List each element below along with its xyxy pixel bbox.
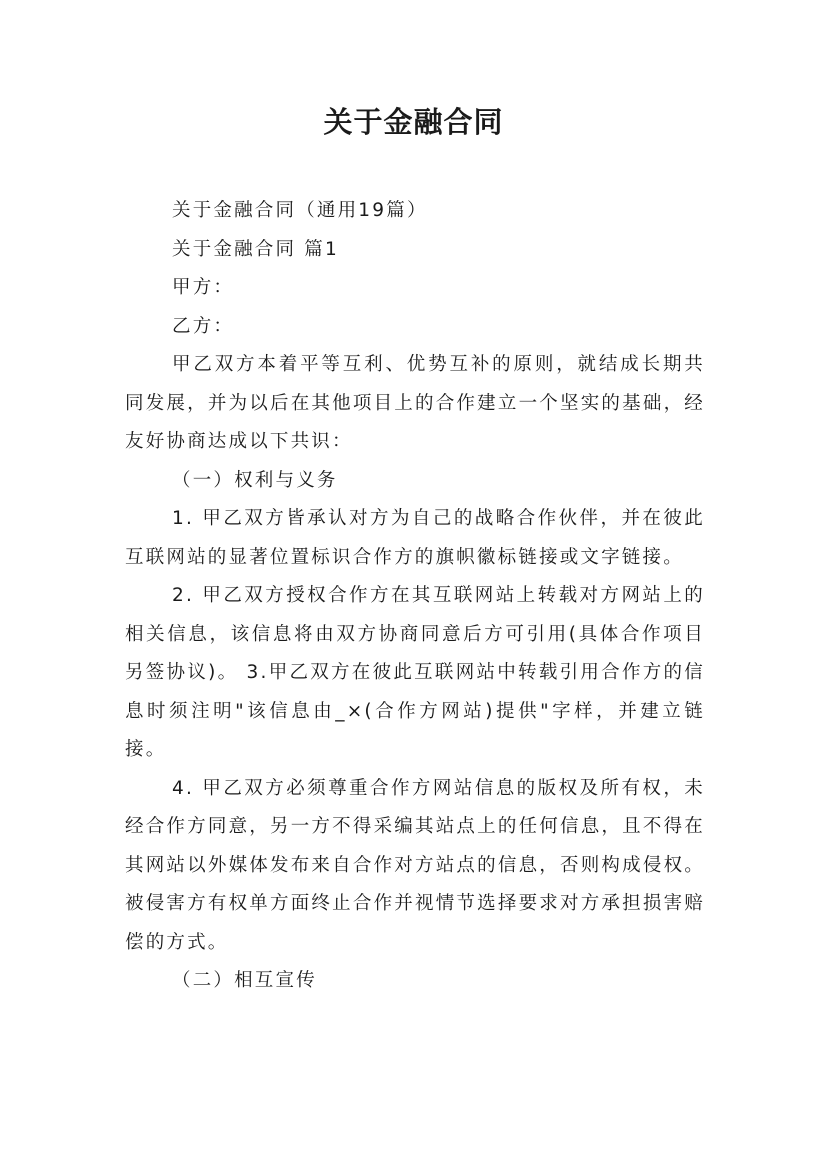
paragraph-preamble: 甲乙双方本着平等互利、优势互补的原则，就结成长期共同发展，并为以后在其他项目上的合作建立一个坚实的基础，经友好协商达成以下共识： [125,354,705,452]
paragraph-heading-rights: （一）权利与义务 [172,469,338,491]
paragraph-subtitle: 关于金融合同（通用19篇） [172,200,428,221]
document-body [125,192,705,1001]
paragraph-clause-1: 1. 甲乙双方皆承认对方为自己的战略合作伙伴，并在彼此互联网站的显著位置标识合作方的旗帜徽标链接或文字链接。 [125,508,705,568]
paragraph-clause-4: 4. 甲乙双方必须尊重合作方网站信息的版权及所有权，未经合作方同意，另一方不得采编其站点上的任何信息，且不得在其网站以外媒体发布来自合作对方站点的信息，否则构成侵权。被侵害方有权单方面终止合作并视情节选择要求对方承担损害赔偿的方式。 [125,777,705,953]
paragraph-section-heading: 关于金融合同 篇1 [172,238,339,260]
paragraph-clause-2-3: 2. 甲乙双方授权合作方在其互联网站上转载对方网站上的相关信息，该信息将由双方协商同意后方可引用(具体合作项目另签协议)。 3.甲乙双方在彼此互联网站中转载引用合作方的信息时须注明"该信息由_×(合作方网站)提供"字样，并建立链接。 [125,585,705,760]
paragraph-heading-promotion: （二）相互宣传 [172,970,317,991]
document-title: 关于金融合同 [323,105,504,139]
paragraph-party-b: 乙方： [172,315,235,337]
paragraph-party-a: 甲方： [172,277,235,298]
